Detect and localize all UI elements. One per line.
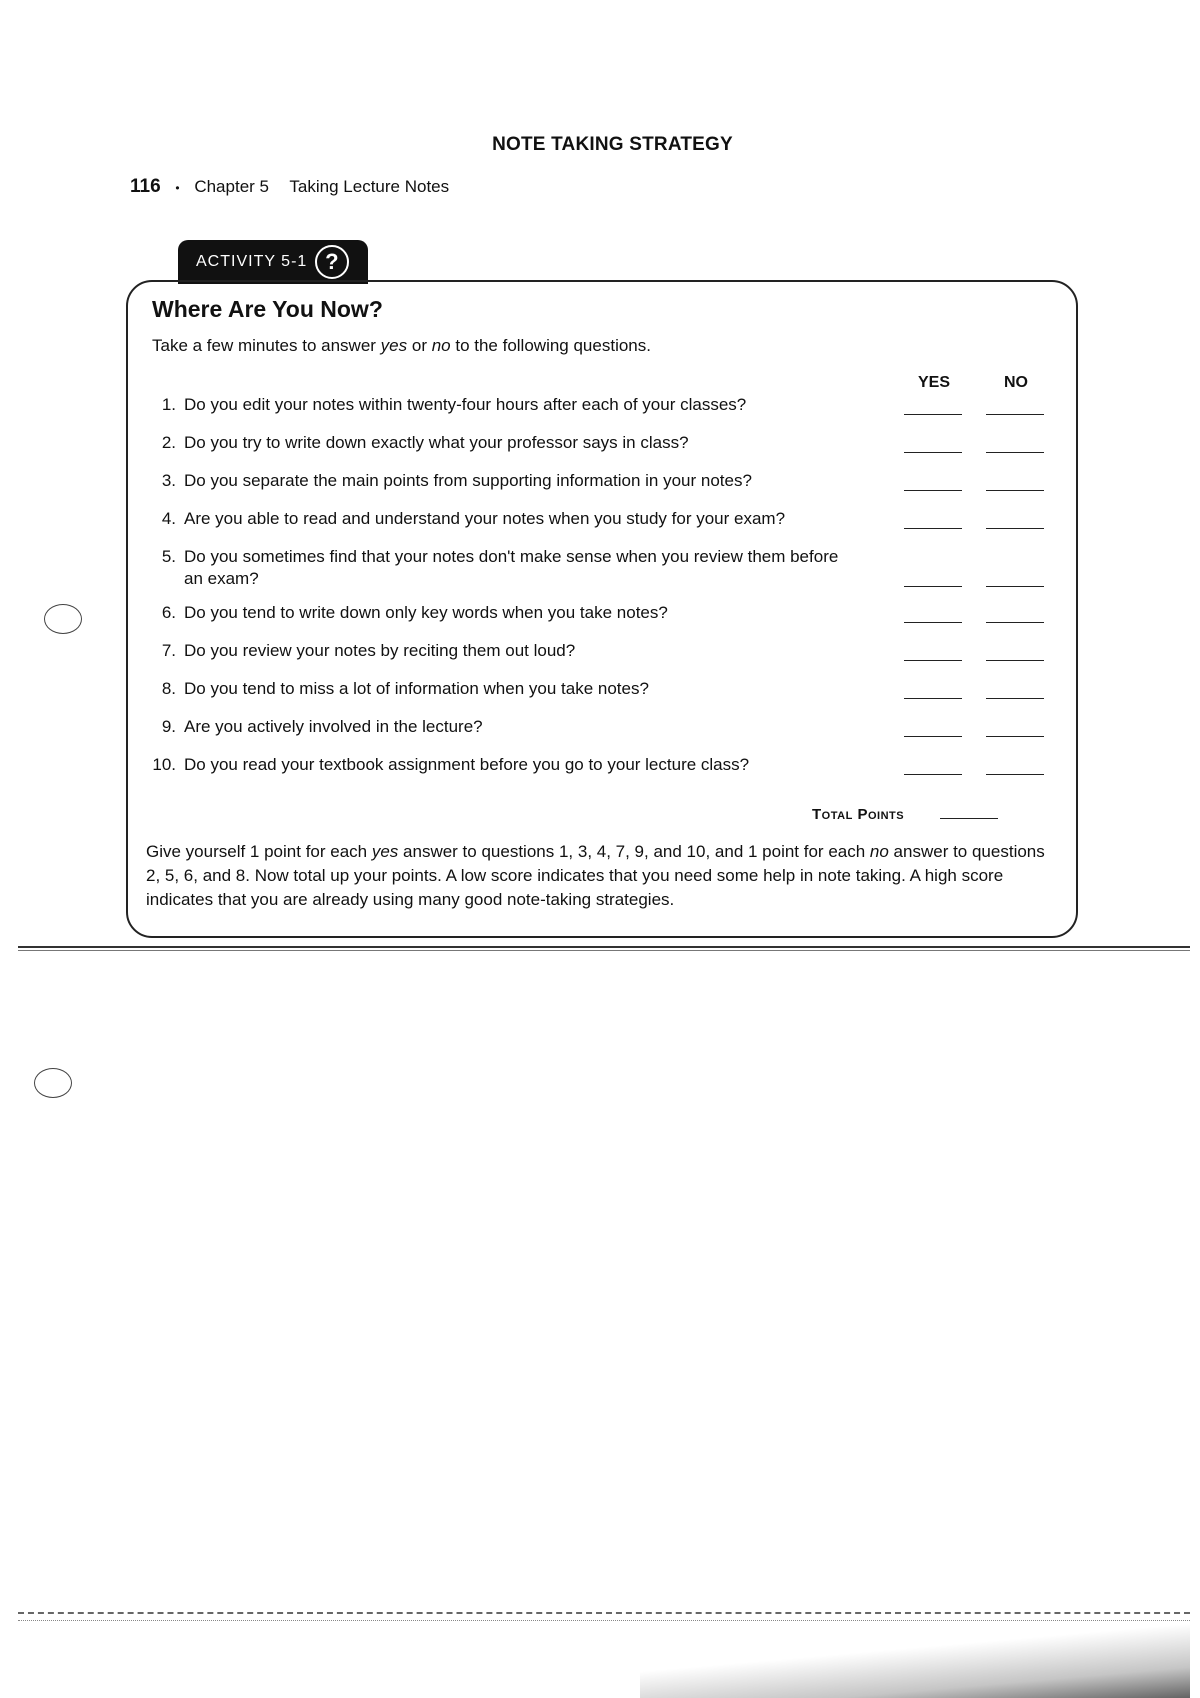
yes-answer-blank[interactable]	[904, 622, 962, 623]
question-row: 10. Do you read your textbook assignment before you go to your lecture class?	[148, 754, 1048, 790]
question-row: 4. Are you able to read and understand your notes when you study for your exam?	[148, 508, 1048, 544]
punch-hole	[34, 1068, 72, 1098]
question-row: 9. Are you actively involved in the lecture?	[148, 716, 1048, 752]
page-edge-line	[18, 950, 1190, 951]
yes-answer-blank[interactable]	[904, 736, 962, 737]
total-points-blank[interactable]	[940, 818, 998, 819]
no-answer-blank[interactable]	[986, 452, 1044, 453]
instructions-no: no	[869, 842, 889, 861]
yes-answer-blank[interactable]	[904, 698, 962, 699]
activity-heading: Where Are You Now?	[152, 296, 383, 322]
no-answer-blank[interactable]	[986, 736, 1044, 737]
yes-answer-blank[interactable]	[904, 774, 962, 775]
activity-tab	[178, 240, 368, 284]
question-row: 3. Do you separate the main points from supporting information in your notes?	[148, 470, 1048, 506]
yes-answer-blank[interactable]	[904, 528, 962, 529]
page-title: NOTE TAKING STRATEGY	[492, 134, 733, 155]
question-row: 1. Do you edit your notes within twenty-four hours after each of your classes?	[148, 394, 1048, 430]
page-number: 116	[130, 176, 161, 197]
no-answer-blank[interactable]	[986, 414, 1044, 415]
scoring-instructions: Give yourself 1 point for each yes answer to questions 1, 3, 4, 7, 9, and 10, and 1 point for each no answer to questions 2, 5, 6, and 8. Now total up your points. A low score indicates that you need some help in note taking. A high score indicates that you are already using many good note-taking strategies.	[146, 842, 1045, 909]
no-answer-blank[interactable]	[986, 660, 1044, 661]
question-circle-icon: ?	[315, 245, 349, 279]
scan-artifact-shadow	[640, 1622, 1190, 1698]
question-row: 5. Do you sometimes find that your notes don't make sense when you review them before an exam?	[148, 546, 1048, 600]
chapter-title: Taking Lecture Notes	[289, 177, 450, 196]
yes-answer-blank[interactable]	[904, 452, 962, 453]
no-column-header: NO	[1004, 374, 1028, 391]
yes-column-header: YES	[918, 374, 951, 391]
question-row: 7. Do you review your notes by reciting them out loud?	[148, 640, 1048, 676]
no-answer-blank[interactable]	[986, 490, 1044, 491]
no-answer-blank[interactable]	[986, 528, 1044, 529]
no-answer-blank[interactable]	[986, 622, 1044, 623]
running-header	[130, 176, 449, 198]
question-row: 2. Do you try to write down exactly what your professor says in class?	[148, 432, 1048, 468]
activity-label: ACTIVITY 5-1	[196, 253, 308, 270]
intro-no: no	[431, 336, 451, 355]
punch-hole	[44, 604, 82, 634]
yes-answer-blank[interactable]	[904, 660, 962, 661]
no-answer-blank[interactable]	[986, 774, 1044, 775]
bullet-separator: •	[175, 180, 180, 195]
yes-answer-blank[interactable]	[904, 414, 962, 415]
yes-answer-blank[interactable]	[904, 490, 962, 491]
chapter-label: Chapter 5	[194, 177, 269, 196]
page-edge-line	[18, 946, 1190, 948]
no-answer-blank[interactable]	[986, 586, 1044, 587]
intro-yes: yes	[380, 336, 408, 355]
question-row: 8. Do you tend to miss a lot of information when you take notes?	[148, 678, 1048, 714]
question-row: 6. Do you tend to write down only key words when you take notes?	[148, 602, 1048, 638]
scan-artifact-line	[18, 1612, 1190, 1614]
activity-intro: Take a few minutes to answer yes or no to the following questions.	[152, 336, 651, 355]
total-points-label: Total Points	[812, 806, 905, 823]
scan-artifact-line	[18, 1620, 1190, 1621]
instructions-yes: yes	[371, 842, 399, 861]
no-answer-blank[interactable]	[986, 698, 1044, 699]
yes-answer-blank[interactable]	[904, 586, 962, 587]
